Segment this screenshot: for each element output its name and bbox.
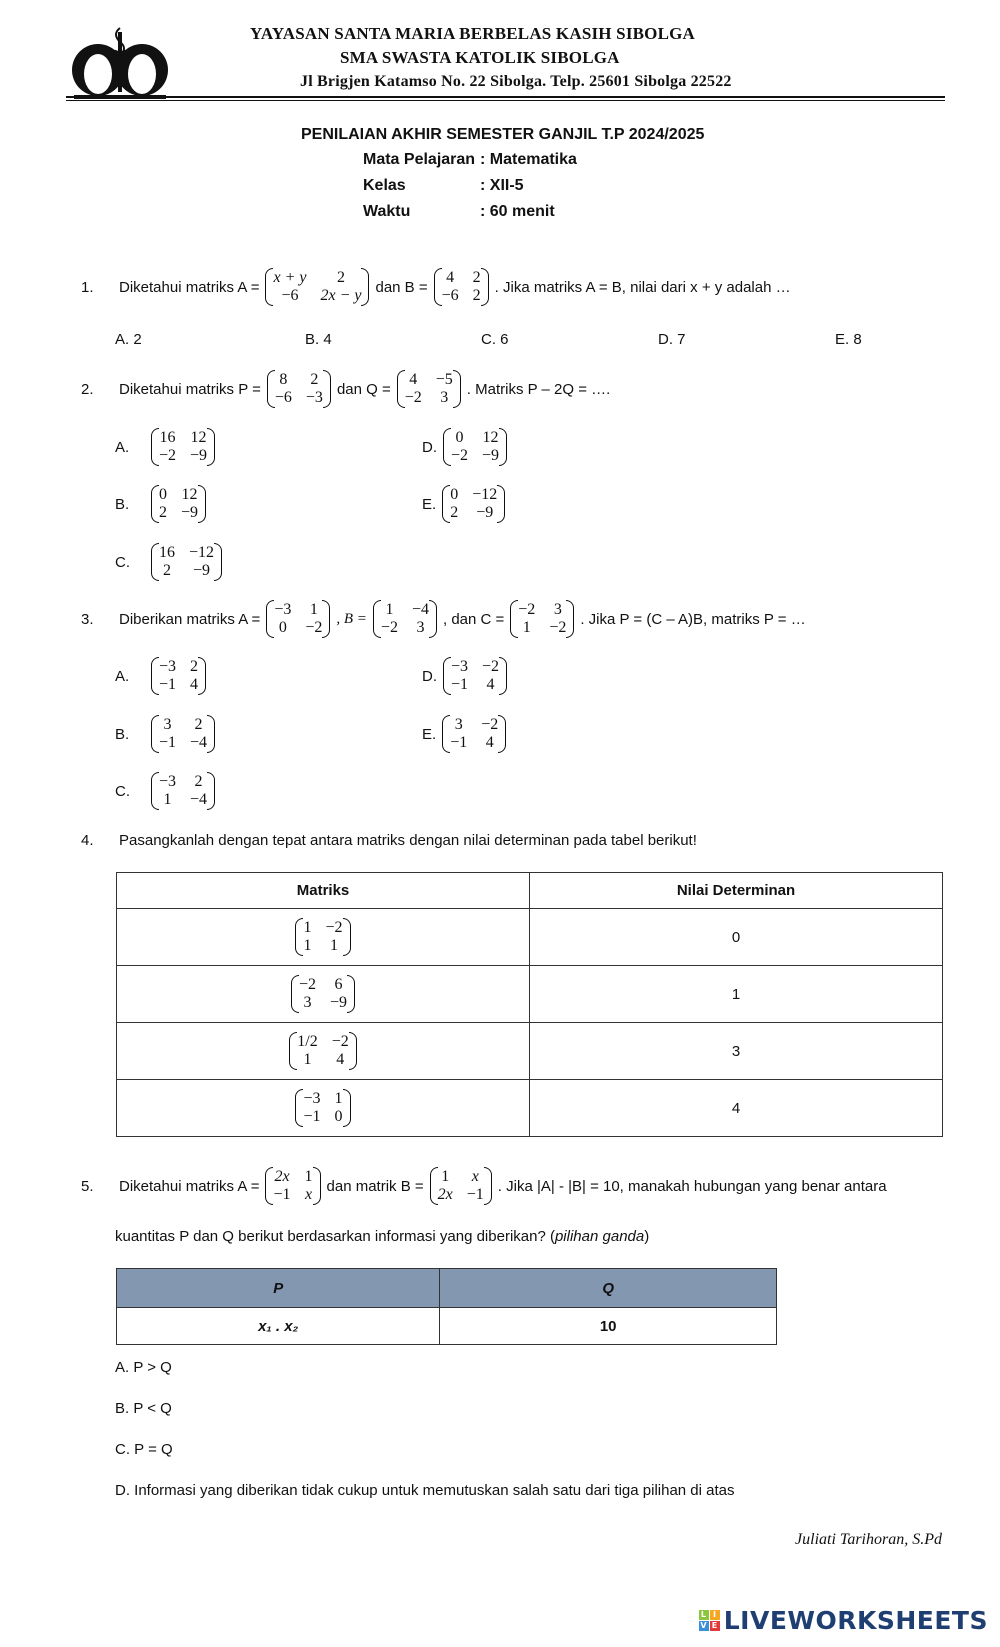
matrix-entry: 2 [310,371,319,388]
matrix-cell[interactable] [117,1080,530,1137]
question-text: Diketahui matriks A = [119,1177,260,1195]
right-paren [207,772,215,810]
left-paren [510,600,518,638]
right-paren [313,1167,321,1205]
matrix-b [373,600,437,638]
option-label: D. [422,438,437,456]
option-matrix [442,715,506,753]
option-matrix [151,715,215,753]
matrix-entry: −2 [482,658,500,675]
matrix-entries [275,371,323,407]
matrix-entry: x + y [273,269,307,286]
matrix-entry: −2 [159,447,177,464]
matrix-entry: −9 [190,447,208,464]
left-paren [442,485,450,523]
matrix-entry: −4 [190,791,208,808]
right-paren [207,715,215,753]
left-paren [267,370,275,408]
q3-option-a[interactable] [115,657,208,695]
matrix-entry: 2 [194,773,203,790]
matrix-entry: 2 [190,658,199,675]
option-matrix [443,657,507,695]
matrix-entry: 0 [334,1108,343,1125]
col-header-p: P [117,1269,440,1308]
matrix-entries [297,1033,348,1069]
q1-option-b[interactable]: B. 4 [305,331,332,348]
badge-letter: L [699,1610,709,1620]
matrix-entry: 16 [159,544,175,561]
left-paren [266,600,274,638]
row-matrix [295,918,350,956]
option-label: A. [115,438,130,456]
matrix-entries [159,716,207,752]
matrix-entry: −9 [476,504,494,521]
matrix-entries [438,1168,484,1204]
left-paren [430,1167,438,1205]
q3-option-e[interactable] [422,715,508,753]
matrix-entry: −6 [441,287,459,304]
matrix-entries [273,269,361,305]
matrix-entry: 1/2 [297,1033,318,1050]
option-label: C. [115,553,130,571]
left-paren [373,600,381,638]
left-paren [265,1167,273,1205]
matrix-entry: 2x [274,1168,290,1185]
matrix-entry: 6 [334,976,343,993]
question-number: 4. [81,832,94,849]
matrix-entry: 1 [304,1168,313,1185]
matrix-a [265,1167,320,1205]
left-paren [295,918,303,956]
option-label: B. [115,725,130,743]
question-1 [81,268,791,306]
matrix-entry: 12 [190,429,207,446]
matrix-entry: 1 [303,1051,312,1068]
table-row [117,1080,943,1137]
matrix-entries [303,1090,342,1126]
matrix-entry: −2 [331,1033,349,1050]
matrix-b [430,1167,492,1205]
matrix-entry: −3 [274,601,292,618]
matrix-entry: −1 [450,734,468,751]
matrix-entry: 2 [450,504,459,521]
question-text: Diketahui matriks P = [119,380,261,398]
question-text: . Jika |A| - |B| = 10, manakah hubungan yang benar antara [497,1177,887,1195]
badge-letter: V [700,1621,708,1630]
matrix-entry: −2 [325,919,343,936]
badge-letter: I [710,1610,720,1620]
foundation-name: YAYASAN SANTA MARIA BERBELAS KASIH SIBOLGA [250,24,696,43]
italic-text: pilihan ganda [554,1228,645,1245]
determinant-cell[interactable]: 4 [530,1080,943,1137]
question-text: Pasangkanlah dengan tepat antara matriks dengan nilai determinan pada tabel berikut! [119,832,697,849]
matrix-entry: 2 [336,269,345,286]
matrix-entry: 3 [454,716,463,733]
determinant-cell[interactable]: 1 [530,966,943,1023]
q2-option-b[interactable] [115,485,208,523]
matrix-entry: 2x [437,1186,453,1203]
matrix-entries [303,919,342,955]
school-address: Jl Brigjen Katamso No. 22 Sibolga. Telp. 25601 Sibolga 22522 [300,73,732,90]
option-matrix [151,428,215,466]
option-matrix [151,485,206,523]
matrix-entry: −4 [190,734,208,751]
row-matrix [295,1089,350,1127]
right-paren [343,1089,351,1127]
option-matrix [443,428,507,466]
matrix-entry: −3 [159,773,177,790]
determinant-cell[interactable]: 3 [530,1023,943,1080]
question-text: . Jika matriks A = B, nilai dari x + y adalah … [494,278,791,296]
right-paren [429,600,437,638]
col-header-q: Q [440,1269,777,1308]
left-paren [434,268,442,306]
q3-option-d[interactable] [422,657,509,695]
matrix-entries [159,658,198,694]
option-label: E. [422,725,437,743]
matrix-entry: 3 [440,389,449,406]
right-paren [484,1167,492,1205]
text: kuantitas P dan Q berikut berdasarkan informasi yang diberikan? ( [115,1228,555,1245]
right-paren [498,715,506,753]
question-2 [81,370,610,408]
matrix-entry: 12 [482,429,499,446]
right-paren [361,268,369,306]
matrix-entry: 1 [334,1090,343,1107]
matrix-entry: −12 [189,544,215,561]
matrix-entries [518,601,566,637]
right-paren [453,370,461,408]
matrix-entry: 2 [472,269,481,286]
matrix-entry: −1 [466,1186,484,1203]
question-3 [81,600,806,638]
matrix-entries [405,371,453,407]
matrix-entry: 2 [472,287,481,304]
question-text: , B = [336,610,367,627]
question-4 [81,832,697,849]
q1-option-e[interactable]: E. 8 [835,331,862,348]
right-paren [198,485,206,523]
matrix-entry: −2 [404,389,422,406]
matrix-entry: −3 [451,658,469,675]
right-paren [214,543,222,581]
matrix-entry: 4 [190,676,199,693]
matrix-entries [451,658,499,694]
matrix-entry: 0 [455,429,464,446]
question-5-continued [115,1228,649,1245]
text: ) [644,1228,650,1245]
right-paren [481,268,489,306]
matrix-entries [159,773,207,809]
right-paren [343,918,351,956]
matrix-entry: 4 [486,676,495,693]
question-number: 1. [81,278,94,296]
determinant-table [116,872,943,1137]
option-matrix [151,543,222,581]
q2-option-c[interactable] [115,543,224,581]
matrix-a [266,600,330,638]
matrix-entry: 3 [553,601,562,618]
left-paren [289,1032,297,1070]
matrix-entry: 1 [330,937,338,954]
class-label: Kelas [363,177,406,194]
right-paren [499,428,507,466]
matrix-cell[interactable] [117,909,530,966]
matrix-entry: 1 [309,601,318,618]
left-paren [151,428,159,466]
p-value: x₁ . x₂ [117,1308,440,1345]
question-number: 2. [81,380,94,398]
row-matrix [289,1032,356,1070]
question-text: . Jika P = (C – A)B, matriks P = … [580,610,806,628]
left-paren [151,657,159,695]
q5-option-d[interactable]: D. Informasi yang diberikan tidak cukup untuk memutuskan salah satu dari tiga pilihan di atas [115,1482,735,1499]
question-text: Diberikan matriks A = [119,610,261,628]
matrix-entry: −9 [181,504,199,521]
matrix-entry: −4 [411,601,429,618]
table-row [117,966,943,1023]
matrix-entry: 16 [159,429,176,446]
matrix-entry: −6 [274,389,292,406]
brand-name: LIVEWORKSHEETS [723,1606,988,1635]
matrix-entry: −9 [330,994,348,1011]
matrix-entry: −3 [303,1090,321,1107]
liveworksheets-logo [699,1606,988,1635]
header-divider-thin [66,100,945,101]
matrix-entry: −9 [482,447,500,464]
col-header-determinant: Nilai Determinan [530,873,943,909]
question-number: 3. [81,610,94,628]
q1-option-a[interactable]: A. 2 [115,331,142,348]
q1-option-c[interactable]: C. 6 [481,331,509,348]
question-text: . Matriks P – 2Q = …. [466,380,611,398]
matrix-entry: 1 [303,919,312,936]
matrix-entry: −2 [305,619,323,636]
matrix-entry: 0 [159,486,167,503]
table-row [117,909,943,966]
matrix-entry: 2 [194,716,203,733]
matrix-entry: 1 [303,937,312,954]
matrix-entry: 1 [163,791,172,808]
matrix-p [267,370,331,408]
matrix-entry: −1 [159,734,177,751]
question-text: dan B = [375,278,428,296]
left-paren [151,772,159,810]
matrix-entries [159,429,207,465]
matrix-entries [451,429,499,465]
left-paren [151,543,159,581]
left-paren [291,975,299,1013]
right-paren [207,428,215,466]
table-row [117,1023,943,1080]
matrix-entries [274,601,322,637]
matrix-entry: 1 [385,601,394,618]
matrix-entry: 2 [163,562,171,579]
matrix-entry: −2 [298,976,316,993]
matrix-cell[interactable] [117,1023,530,1080]
q3-option-c[interactable] [115,772,217,810]
quantity-table [116,1268,777,1345]
teacher-signature: Juliati Tarihoran, S.Pd [795,1531,942,1548]
q2-option-d[interactable] [422,428,509,466]
matrix-entries [159,544,214,580]
option-matrix [442,485,505,523]
matrix-entry: −2 [451,447,469,464]
matrix-entry: 2x − y [320,287,362,304]
matrix-entry: −1 [451,676,469,693]
left-paren [151,485,159,523]
question-text: Diketahui matriks A = [119,278,260,296]
badge-letter: E [710,1621,720,1631]
right-paren [566,600,574,638]
matrix-entry: 3 [303,994,312,1011]
liveworksheets-badge-icon [699,1610,720,1631]
matrix-entry: x [471,1168,479,1185]
matrix-c [510,600,574,638]
q5-option-c[interactable]: C. P = Q [115,1441,173,1458]
option-label: E. [422,495,437,513]
matrix-entry: 4 [409,371,418,388]
matrix-entry: −5 [435,371,453,388]
matrix-entry: −2 [518,601,536,618]
matrix-entries [442,269,481,305]
matrix-entry: 0 [278,619,287,636]
matrix-entry: −6 [281,287,299,304]
q3-option-b[interactable] [115,715,217,753]
option-label: A. [115,667,130,685]
subject-value: : Matematika [480,151,577,168]
matrix-entry: 1 [441,1168,450,1185]
right-paren [349,1032,357,1070]
matrix-entry: −1 [159,676,177,693]
right-paren [322,600,330,638]
matrix-entry: −2 [481,716,499,733]
matrix-entry: −12 [472,486,498,503]
matrix-entry: 8 [279,371,288,388]
matrix-entry: 4 [446,269,455,286]
right-paren [499,657,507,695]
option-label: D. [422,667,437,685]
subject-label: Mata Pelajaran [363,151,476,168]
matrix-entry: −2 [380,619,398,636]
matrix-entry: −2 [549,619,567,636]
option-matrix [151,657,206,695]
matrix-entry: 12 [181,486,198,503]
question-number: 5. [81,1177,94,1195]
school-logo [68,18,172,100]
matrix-a [265,268,369,306]
left-paren [151,715,159,753]
q2-option-a[interactable] [115,428,217,466]
matrix-entry: 0 [450,486,459,503]
matrix-entry: −3 [159,658,177,675]
left-paren [443,428,451,466]
left-paren [443,657,451,695]
matrix-entries [159,486,198,522]
question-text: dan Q = [336,380,391,398]
question-text: dan matrik B = [326,1177,424,1195]
matrix-entry: −1 [303,1108,321,1125]
table-row [117,1308,777,1345]
question-5 [81,1167,887,1205]
matrix-entry: 4 [336,1051,345,1068]
matrix-entry: 3 [416,619,425,636]
matrix-entry: 1 [522,619,531,636]
matrix-q [397,370,461,408]
right-paren [198,657,206,695]
matrix-entries [299,976,347,1012]
option-label: B. [115,495,130,513]
matrix-entry: −1 [273,1186,291,1203]
question-text: , dan C = [442,610,505,628]
time-value: : 60 menit [480,203,555,220]
col-header-matrix: Matriks [117,873,530,909]
school-name: SMA SWASTA KATOLIK SIBOLGA [340,48,620,67]
row-matrix [291,975,355,1013]
matrix-entry: 3 [163,716,172,733]
left-paren [397,370,405,408]
class-value: : XII-5 [480,177,524,194]
left-paren [295,1089,303,1127]
time-label: Waktu [363,203,411,220]
matrix-entries [273,1168,312,1204]
option-label: C. [115,782,130,800]
option-matrix [151,772,215,810]
left-paren [442,715,450,753]
right-paren [347,975,355,1013]
q5-option-b[interactable]: B. P < Q [115,1400,172,1417]
determinant-cell[interactable]: 0 [530,909,943,966]
q-value: 10 [440,1308,777,1345]
right-paren [497,485,505,523]
matrix-cell[interactable] [117,966,530,1023]
matrix-entry: −3 [305,389,323,406]
q1-option-d[interactable]: D. 7 [658,331,686,348]
matrix-entry: 4 [485,734,494,751]
q5-option-a[interactable]: A. P > Q [115,1359,172,1376]
matrix-entry: −9 [193,562,211,579]
right-paren [323,370,331,408]
exam-title: PENILAIAN AKHIR SEMESTER GANJIL T.P 2024/2025 [301,126,705,143]
matrix-entries [381,601,429,637]
header-divider [66,96,945,98]
matrix-entry: x [304,1186,313,1203]
matrix-entries [450,486,497,522]
matrix-entry: 2 [159,504,167,521]
matrix-b [434,268,489,306]
matrix-entries [450,716,498,752]
q2-option-e[interactable] [422,485,507,523]
